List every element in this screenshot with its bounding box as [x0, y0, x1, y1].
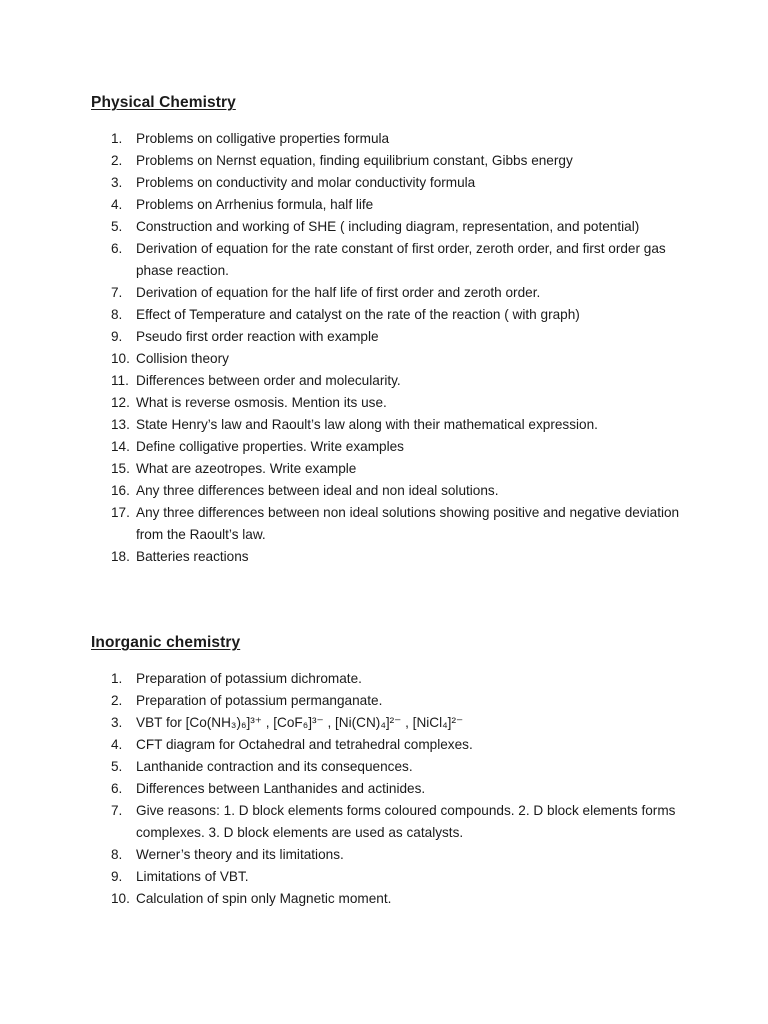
list-item: [0, 282, 768, 304]
list-item: [0, 844, 768, 866]
list-item: [0, 392, 768, 414]
list-item-text: Derivation of equation for the rate constant of first order, zeroth order, and first order gas phase reaction.: [136, 241, 666, 278]
list-item-text: What is reverse osmosis. Mention its use.: [136, 395, 387, 410]
list-item: [0, 304, 768, 326]
list-item: [0, 436, 768, 458]
list-item-number: 2.: [111, 693, 123, 708]
list-item-number: 13.: [111, 417, 130, 432]
list-item: [0, 546, 768, 568]
list-item-text: Effect of Temperature and catalyst on the rate of the reaction ( with graph): [136, 307, 580, 322]
list-item-text: Limitations of VBT.: [136, 869, 249, 884]
list-item-text: Calculation of spin only Magnetic moment.: [136, 891, 392, 906]
list-item-number: 9.: [111, 329, 123, 344]
list-item-text: Pseudo first order reaction with example: [136, 329, 379, 344]
list-item-number: 5.: [111, 759, 123, 774]
list-item: [0, 778, 768, 800]
list-item: [0, 348, 768, 370]
list-item-text: Preparation of potassium permanganate.: [136, 693, 383, 708]
list-item-text: Preparation of potassium dichromate.: [136, 671, 362, 686]
list-item: [0, 502, 768, 546]
list-item-text: Problems on Nernst equation, finding equilibrium constant, Gibbs energy: [136, 153, 573, 168]
list-item: [0, 480, 768, 502]
list-item: [0, 734, 768, 756]
list-item-text: Batteries reactions: [136, 549, 249, 564]
list-item: [0, 216, 768, 238]
list-item-text: Give reasons: 1. D block elements forms coloured compounds. 2. D block elements forms complexes. 3. D block elements are used as catalysts.: [136, 803, 676, 840]
section-title-physical-chemistry: Physical Chemistry: [91, 94, 236, 111]
list-item-text: Differences between order and molecularity.: [136, 373, 401, 388]
list-item-number: 3.: [111, 175, 123, 190]
list-item-text: CFT diagram for Octahedral and tetrahedral complexes.: [136, 737, 473, 752]
list-item-number: 18.: [111, 549, 130, 564]
list-item-number: 5.: [111, 219, 123, 234]
list-item-number: 1.: [111, 671, 123, 686]
list-item-text: Problems on Arrhenius formula, half life: [136, 197, 374, 212]
list-item-number: 6.: [111, 241, 123, 256]
list-item-number: 10.: [111, 351, 130, 366]
list-item-number: 2.: [111, 153, 123, 168]
list-item: [0, 414, 768, 436]
list-item-number: 17.: [111, 505, 130, 520]
list-item-text: Construction and working of SHE ( including diagram, representation, and potential): [136, 219, 640, 234]
physical-chemistry-question-list: [0, 128, 768, 568]
list-item-text: VBT for [Co(NH₃)₆]³⁺ , [CoF₆]³⁻ , [Ni(CN)₄]²⁻ , [NiCl₄]²⁻: [136, 715, 464, 730]
list-item: [0, 888, 768, 910]
list-item-number: 9.: [111, 869, 123, 884]
list-item-text: Problems on conductivity and molar conductivity formula: [136, 175, 476, 190]
list-item-number: 3.: [111, 715, 123, 730]
list-item-text: Werner’s theory and its limitations.: [136, 847, 344, 862]
list-item-number: 8.: [111, 307, 123, 322]
list-item-number: 7.: [111, 803, 123, 818]
list-item: [0, 668, 768, 690]
list-item: [0, 458, 768, 480]
list-item-number: 6.: [111, 781, 123, 796]
list-item: [0, 172, 768, 194]
list-item-number: 15.: [111, 461, 130, 476]
list-item: [0, 866, 768, 888]
list-item-number: 4.: [111, 197, 123, 212]
list-item-text: Derivation of equation for the half life of first order and zeroth order.: [136, 285, 541, 300]
list-item-number: 14.: [111, 439, 130, 454]
list-item: [0, 150, 768, 172]
list-item-text: Problems on colligative properties formula: [136, 131, 390, 146]
list-item-number: 8.: [111, 847, 123, 862]
list-item-number: 4.: [111, 737, 123, 752]
list-item-text: Collision theory: [136, 351, 229, 366]
list-item: [0, 690, 768, 712]
section-title-inorganic-chemistry: Inorganic chemistry: [91, 634, 241, 651]
list-item-number: 16.: [111, 483, 130, 498]
list-item-text: Any three differences between non ideal solutions showing positive and negative deviation from the Raoult’s law.: [136, 505, 680, 542]
list-item-text: State Henry’s law and Raoult’s law along with their mathematical expression.: [136, 417, 598, 432]
list-item-text: Define colligative properties. Write examples: [136, 439, 404, 454]
list-item-number: 10.: [111, 891, 130, 906]
list-item-number: 7.: [111, 285, 123, 300]
list-item-text: Differences between Lanthanides and actinides.: [136, 781, 426, 796]
list-item: [0, 712, 768, 734]
list-item-text: What are azeotropes. Write example: [136, 461, 357, 476]
list-item: [0, 326, 768, 348]
list-item: [0, 756, 768, 778]
list-item: [0, 800, 768, 844]
inorganic-chemistry-question-list: [0, 668, 768, 910]
list-item-text: Lanthanide contraction and its consequences.: [136, 759, 413, 774]
list-item: [0, 128, 768, 150]
list-item-number: 1.: [111, 131, 123, 146]
list-item-text: Any three differences between ideal and non ideal solutions.: [136, 483, 499, 498]
list-item: [0, 370, 768, 392]
list-item-number: 12.: [111, 395, 130, 410]
list-item: [0, 194, 768, 216]
list-item: [0, 238, 768, 282]
list-item-number: 11.: [111, 373, 129, 388]
